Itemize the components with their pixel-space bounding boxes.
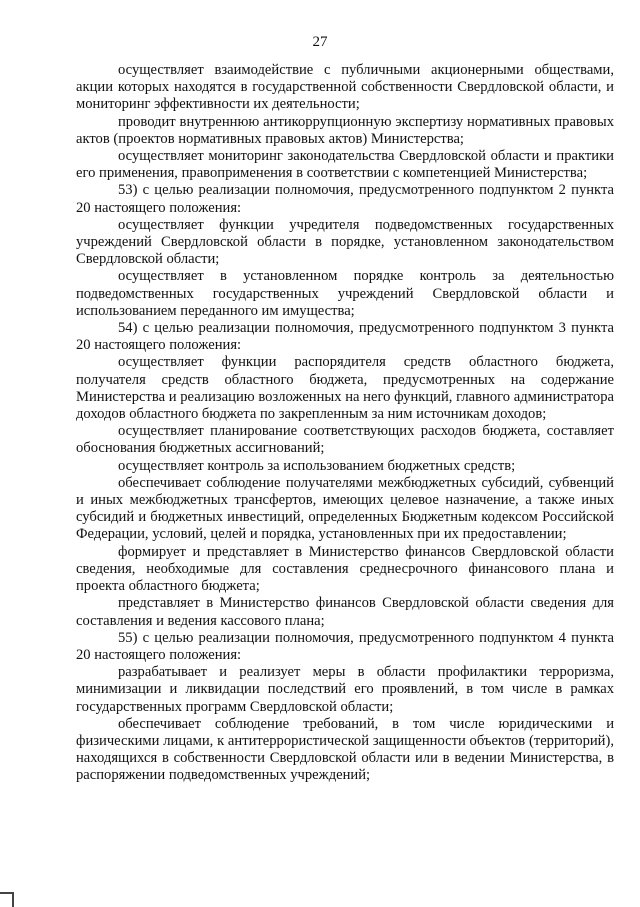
paragraph: осуществляет функции учредителя подведомственных государственных учреждений Свердловской области в порядке, установленном законодательством Свердловской области; — [76, 216, 614, 268]
paragraph: осуществляет планирование соответствующих расходов бюджета, составляет обоснования бюджетных ассигнований; — [76, 423, 614, 457]
paragraph: осуществляет мониторинг законодательства Свердловской области и практики его применения, правоприменения в соответствии с компетенцией Министерства; — [76, 148, 614, 182]
paragraph: осуществляет функции распорядителя средств областного бюджета, получателя средств областного бюджета, предусмотренных на содержание Министерства и реализацию возложенных на него функций, главного администратора доходов областного бюджета по закрепленным за ним источникам доходов; — [76, 354, 614, 423]
paragraph: 54) с целью реализации полномочия, предусмотренного подпунктом 3 пункта 20 настоящего положения: — [76, 320, 614, 354]
paragraph: осуществляет в установленном порядке контроль за деятельностью подведомственных государственных учреждений Свердловской области и использованием переданного им имущества; — [76, 268, 614, 319]
paragraph: осуществляет взаимодействие с публичными акционерными обществами, акции которых находятся в государственной собственности Свердловской области, и мониторинг эффективности их деятельности; — [76, 62, 614, 113]
page-number: 27 — [312, 34, 328, 50]
paragraph: проводит внутреннюю антикоррупционную экспертизу нормативных правовых актов (проектов нормативных правовых актов) Министерства; — [76, 113, 614, 147]
paragraph: разрабатывает и реализует меры в области профилактики терроризма, минимизации и ликвидации последствий его проявлений, в том числе в рамках государственных программ Свердловской области; — [76, 664, 614, 715]
paragraph: представляет в Министерство финансов Свердловской области сведения для составления и ведения кассового плана; — [76, 595, 614, 629]
paragraph: обеспечивает соблюдение требований, в том числе юридическими и физическими лицами, к антитеррористической защищенности объектов (территорий), находящихся в собственности Свердловской области или в ведении Министерства, в распоряжении подведомственных учреждений; — [76, 715, 614, 784]
body-text — [76, 62, 614, 785]
paragraph: 53) с целью реализации полномочия, предусмотренного подпунктом 2 пункта 20 настоящего положения: — [76, 182, 614, 216]
paragraph: осуществляет контроль за использованием бюджетных средств; — [118, 457, 516, 474]
paragraph: 55) с целью реализации полномочия, предусмотренного подпунктом 4 пункта 20 настоящего положения: — [76, 629, 614, 663]
paragraph: обеспечивает соблюдение получателями межбюджетных субсидий, субвенций и иных межбюджетных трансфертов, имеющих целевое назначение, а также иных субсидий и бюджетных инвестиций, определенных Бюджетным кодексом Российской Федерации, условий, целей и порядка, установленных при их предоставлении; — [76, 474, 614, 543]
paragraph: формирует и представляет в Министерство финансов Свердловской области сведения, необходимые для составления среднесрочного финансового плана и проекта областного бюджета; — [76, 543, 614, 595]
